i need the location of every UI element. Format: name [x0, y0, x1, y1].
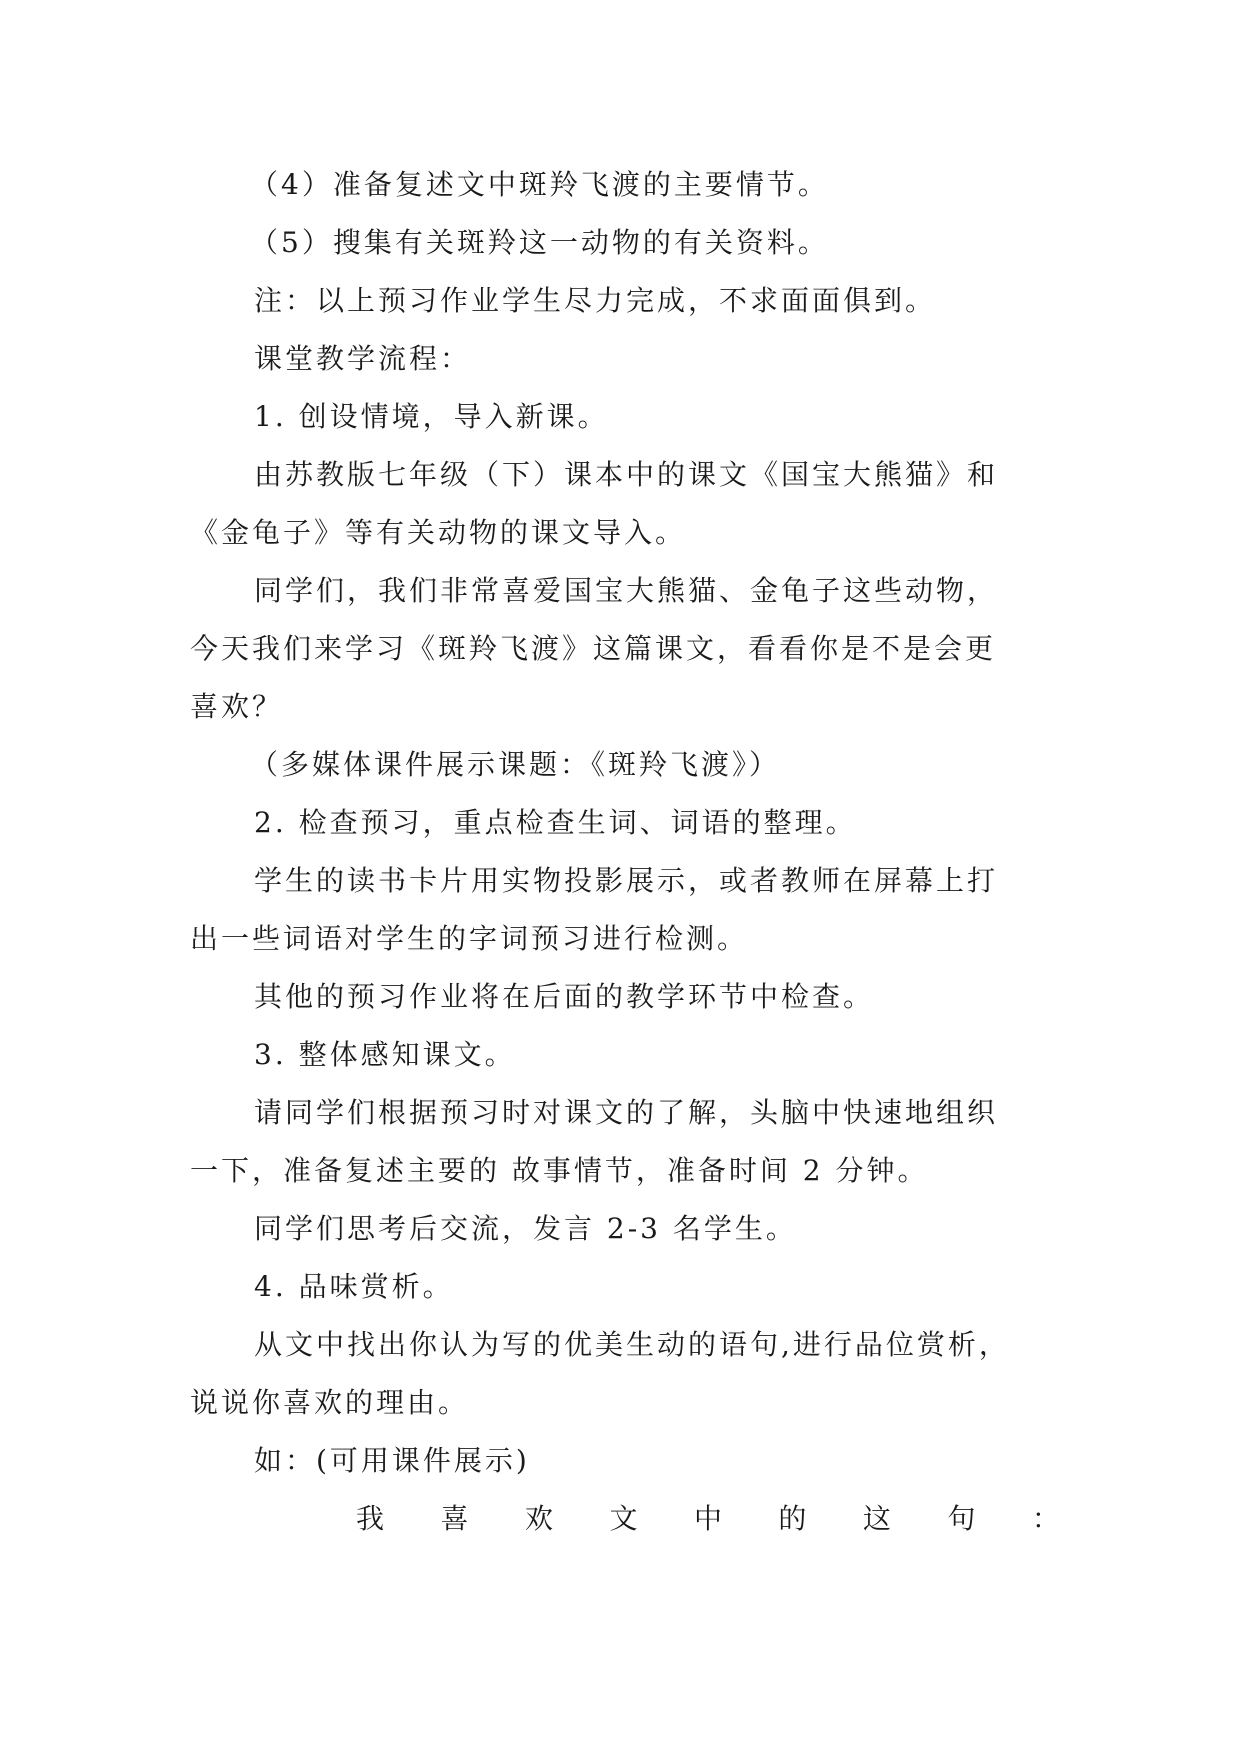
spaced-sentence-line — [190, 1490, 1060, 1548]
spaced-char: 文 — [609, 1502, 638, 1535]
example-intro: 如：(可用课件展示) — [254, 1444, 530, 1477]
paragraph-line: 出一些词语对学生的字词预习进行检测。 — [190, 922, 749, 955]
paragraph-line: 同学们思考后交流，发言 2-3 名学生。 — [254, 1212, 797, 1245]
paragraph-line: 请同学们根据预习时对课文的了解，头脑中快速地组织 — [254, 1096, 999, 1129]
prep-note: 注：以上预习作业学生尽力完成，不求面面俱到。 — [254, 284, 937, 317]
spaced-char: ： — [1031, 1502, 1060, 1535]
spaced-char: 喜 — [440, 1502, 469, 1535]
paragraph-line: 学生的读书卡片用实物投影展示，或者教师在屏幕上打 — [254, 864, 999, 897]
document-body — [190, 156, 1060, 1548]
paragraph-line: 一下，准备复述主要的 故事情节，准备时间 2 分钟。 — [190, 1154, 929, 1187]
paragraph-line: 同学们，我们非常喜爱国宝大熊猫、金龟子这些动物， — [254, 574, 999, 607]
spaced-char: 我 — [356, 1502, 385, 1535]
paragraph-line: 从文中找出你认为写的优美生动的语句,进行品位赏析， — [254, 1328, 1010, 1361]
paragraph-line: 说说你喜欢的理由。 — [190, 1386, 470, 1419]
paragraph-line: 今天我们来学习《斑羚飞渡》这篇课文，看看你是不是会更 — [190, 632, 997, 665]
spaced-char: 的 — [778, 1502, 807, 1535]
spaced-char: 这 — [862, 1502, 891, 1535]
multimedia-note: （多媒体课件展示课题：《斑羚飞渡》） — [250, 748, 781, 781]
prep-item-4: （4）准备复述文中斑羚飞渡的主要情节。 — [250, 168, 829, 201]
step-3-heading: 3. 整体感知课文。 — [254, 1038, 516, 1071]
step-1-heading: 1. 创设情境，导入新课。 — [254, 400, 609, 433]
paragraph-line: 喜欢？ — [190, 690, 284, 723]
paragraph-line: 《金龟子》等有关动物的课文导入。 — [190, 516, 687, 549]
spaced-char: 句 — [947, 1502, 976, 1535]
step-4-heading: 4. 品味赏析。 — [254, 1270, 454, 1303]
prep-item-5: （5）搜集有关斑羚这一动物的有关资料。 — [250, 226, 829, 259]
section-heading-flow: 课堂教学流程： — [254, 342, 472, 375]
paragraph-line: 由苏教版七年级（下）课本中的课文《国宝大熊猫》和 — [254, 458, 999, 491]
paragraph-line: 其他的预习作业将在后面的教学环节中检查。 — [254, 980, 875, 1013]
spaced-char: 中 — [693, 1502, 722, 1535]
step-2-heading: 2. 检查预习，重点检查生词、词语的整理。 — [254, 806, 857, 839]
spaced-char: 欢 — [524, 1502, 553, 1535]
